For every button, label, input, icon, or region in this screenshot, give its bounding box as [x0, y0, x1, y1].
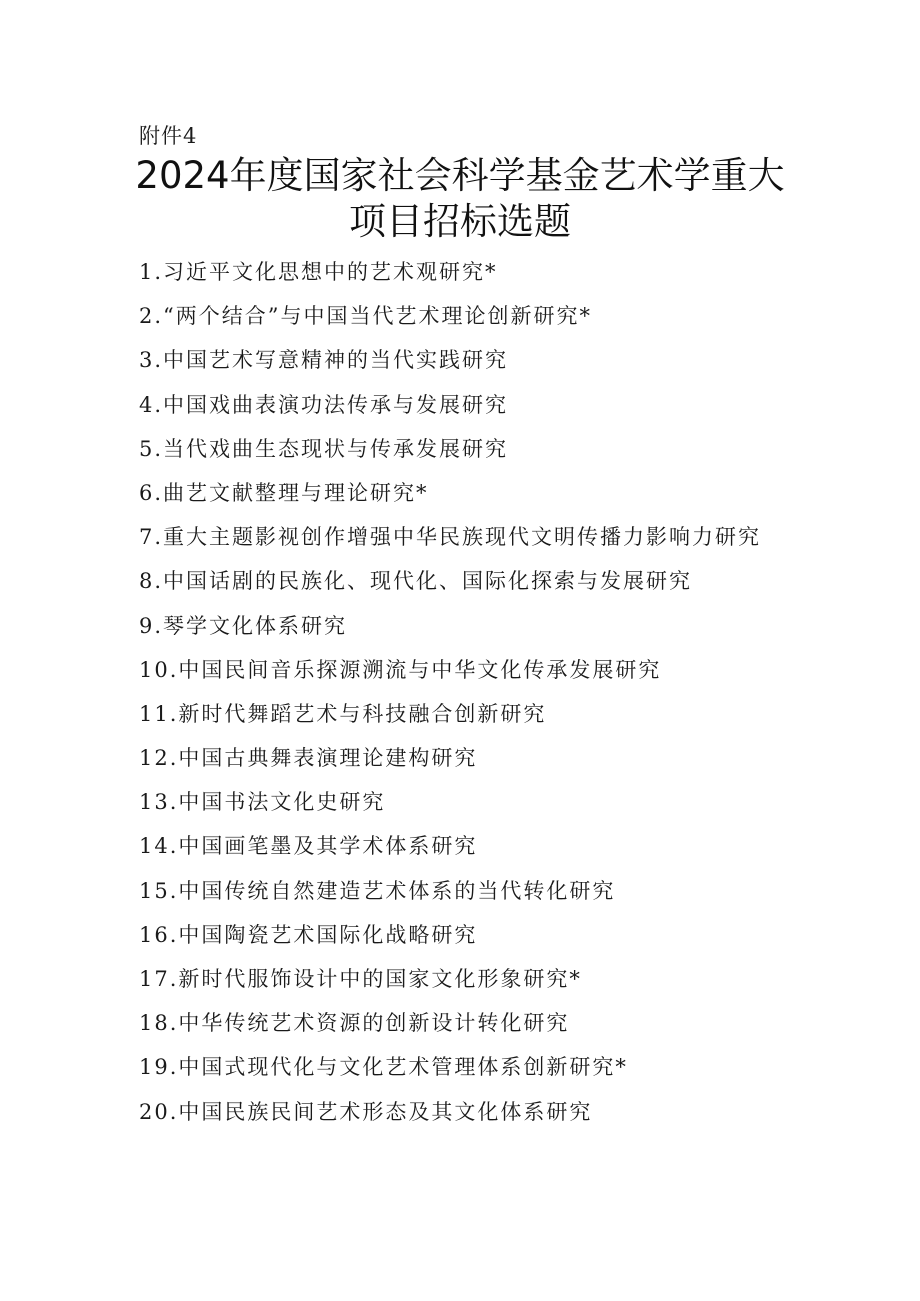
topic-number: 2 — [139, 304, 155, 329]
topic-text: .中国话剧的民族化、现代化、国际化探索与发展研究 — [154, 569, 693, 594]
topic-text: .中国艺术写意精神的当代实践研究 — [154, 348, 509, 373]
topic-text: .中华传统艺术资源的创新设计转化研究 — [169, 1011, 570, 1036]
topic-item — [139, 692, 859, 736]
topic-item — [139, 383, 859, 427]
topic-item — [139, 869, 859, 913]
topic-number: 17 — [139, 967, 170, 991]
topic-item — [139, 427, 859, 471]
topic-number: 15 — [139, 878, 170, 903]
topic-item — [139, 736, 859, 780]
document-title: 2024年度国家社会科学基金艺术学重大项目招标选题 — [135, 154, 785, 243]
topic-text: .曲艺文献整理与理论研究* — [154, 480, 429, 505]
topic-item — [139, 515, 859, 559]
topic-number: 3 — [139, 348, 155, 373]
topic-item — [139, 957, 859, 1001]
topic-number: 8 — [139, 569, 155, 594]
topic-number: 10 — [139, 657, 170, 682]
topic-number: 11 — [139, 701, 170, 726]
topic-text: .习近平文化思想中的艺术观研究* — [154, 260, 498, 284]
topic-text: .中国传统自然建造艺术体系的当代转化研究 — [169, 878, 616, 903]
topic-number: 1 — [139, 260, 155, 284]
topic-item — [139, 604, 859, 648]
topic-item — [139, 294, 859, 338]
topic-text: .中国古典舞表演理论建构研究 — [169, 746, 478, 771]
topic-text: .中国陶瓷艺术国际化战略研究 — [169, 922, 478, 947]
topic-number: 7 — [139, 525, 155, 550]
topic-item — [139, 250, 859, 294]
topic-text: .中国书法文化史研究 — [169, 790, 386, 815]
topic-text: .琴学文化体系研究 — [154, 613, 348, 638]
topic-text: .新时代舞蹈艺术与科技融合创新研究 — [169, 701, 547, 726]
topic-item — [139, 648, 859, 692]
topic-number: 5 — [139, 436, 155, 461]
topic-number: 19 — [139, 1055, 170, 1080]
topic-item — [139, 559, 859, 603]
topic-item — [139, 338, 859, 382]
topic-text: .中国民间音乐探源溯流与中华文化传承发展研究 — [169, 657, 662, 682]
attachment-label: 附件4 — [139, 124, 198, 148]
topic-number: 4 — [139, 392, 155, 417]
topic-item — [139, 1045, 859, 1089]
topic-item — [139, 780, 859, 824]
topic-text: .新时代服饰设计中的国家文化形象研究* — [169, 967, 582, 991]
topic-number: 14 — [139, 834, 170, 859]
topic-text: .中国式现代化与文化艺术管理体系创新研究* — [169, 1055, 628, 1080]
topic-number: 18 — [139, 1011, 170, 1036]
topic-text: .中国画笔墨及其学术体系研究 — [169, 834, 478, 859]
topic-number: 9 — [139, 613, 155, 638]
topic-number: 16 — [139, 922, 170, 947]
topic-text: .中国戏曲表演功法传承与发展研究 — [154, 392, 509, 417]
topic-text: .“两个结合”与中国当代艺术理论创新研究* — [154, 304, 593, 329]
topic-number: 20 — [139, 1099, 170, 1124]
topic-number: 13 — [139, 790, 170, 815]
topic-item — [139, 1090, 859, 1134]
topic-item — [139, 913, 859, 957]
topic-text: .中国民族民间艺术形态及其文化体系研究 — [169, 1099, 593, 1124]
topic-item — [139, 1001, 859, 1045]
topic-text: .重大主题影视创作增强中华民族现代文明传播力影响力研究 — [154, 525, 762, 550]
topic-list — [139, 250, 859, 1134]
topic-item — [139, 824, 859, 868]
topic-text: .当代戏曲生态现状与传承发展研究 — [154, 436, 509, 461]
topic-number: 6 — [139, 480, 155, 505]
topic-number: 12 — [139, 746, 170, 771]
topic-item — [139, 471, 859, 515]
